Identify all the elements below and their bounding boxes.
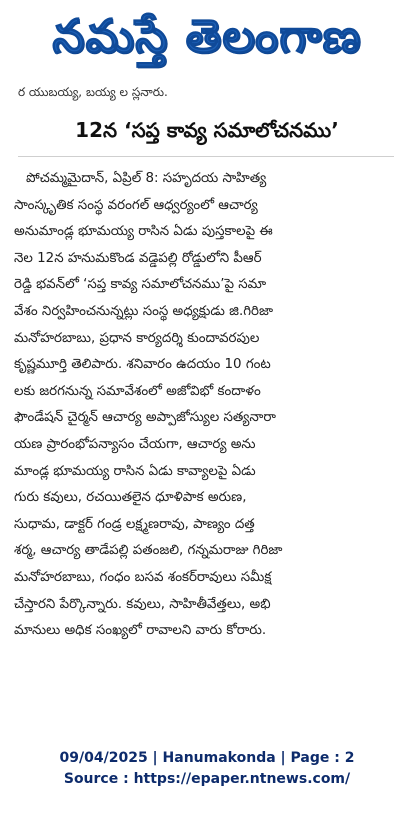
article-text-line: అనుమాండ్ల భూమయ్య రాసిన ఏడు పుస్తకాలపై ఈ (14, 224, 273, 240)
article-text-line: మనోహరబాబు, గంధం బసవ శంకర్‌రావులు సమీక్ష (14, 569, 272, 585)
article-text-line: సుధామ, డాక్టర్ గండ్ర లక్ష్మణరావు, పాణ్యం దత్త (14, 516, 255, 532)
article-text-line: చేస్తారని పేర్కొన్నారు. కవులు, సాహితీవేత్తలు, అభి (14, 596, 271, 612)
edition-info: 09/04/2025 | Hanumakonda | Page : 2 (59, 750, 355, 766)
article-clipping (10, 86, 404, 704)
article-text-line: వేశం నిర్వహించనున్నట్లు సంస్థ అధ్యక్షుడు జి.గిరిజా (14, 303, 273, 319)
clipping-footer (0, 748, 414, 790)
article-headline: 12న ‘సప్త కావ్య సమాలోచనము’ (75, 118, 339, 142)
article-text-line: మనోహరబాబు, ప్రధాన కార్యదర్శి కుందావరపుల (14, 330, 260, 346)
article-text-line: గురు కవులు, రచయితలైన ధూళిపాక అరుణ, (14, 490, 247, 506)
article-text-line: ఫౌండేషన్ చైర్మన్ ఆచార్య అప్పాజోస్యుల సత్యనారా (14, 410, 276, 426)
headline-divider (18, 156, 394, 157)
article-text-line: యణ ప్రారంభోపన్యాసం చేయగా, ఆచార్య అను (14, 436, 256, 452)
article-text-line: రెడ్డి భవన్‌లో ‘సప్త కావ్య సమాలోచనము’పై సమా (14, 277, 267, 293)
previous-article-fragment: ర యుబయ్య, బయ్య ల స్లనారు. (18, 86, 168, 99)
article-body (14, 166, 400, 645)
article-text-line: మాండ్ల భూమయ్య రాసిన ఏడు కావ్యాలపై ఏడు (14, 463, 256, 479)
article-text-line: లకు జరగనున్న సమావేశంలో అజోవిభో కందాళం (14, 383, 261, 399)
newspaper-masthead (0, 0, 414, 84)
article-text-line: మానులు అధిక సంఖ్యలో రావాలని వారు కోరారు. (14, 623, 267, 639)
source-url: Source : https://epaper.ntnews.com/ (63, 771, 351, 787)
article-text-line: సాంస్కృతిక సంస్థ వరంగల్ ఆధ్వర్యంలో ఆచార్య (14, 197, 258, 213)
article-text-line: నెల 12న హనుమకొండ వడ్డెపల్లి రోడ్డులోని పీఆర్ (14, 250, 262, 266)
article-text-line: శర్మ, ఆచార్య తాడేపల్లి పతంజలి, గన్నమరాజు గిరిజా (14, 543, 283, 559)
article-text-line: పోచమ్మమైదాన్, ఏప్రిల్ 8: సహృదయ సాహిత్య (26, 171, 267, 186)
masthead-title: నమస్తే తెలంగాణ (52, 9, 362, 63)
article-text-line: కృష్ణమూర్తి తెలిపారు. శనివారం ఉదయం 10 గంట (14, 357, 271, 373)
